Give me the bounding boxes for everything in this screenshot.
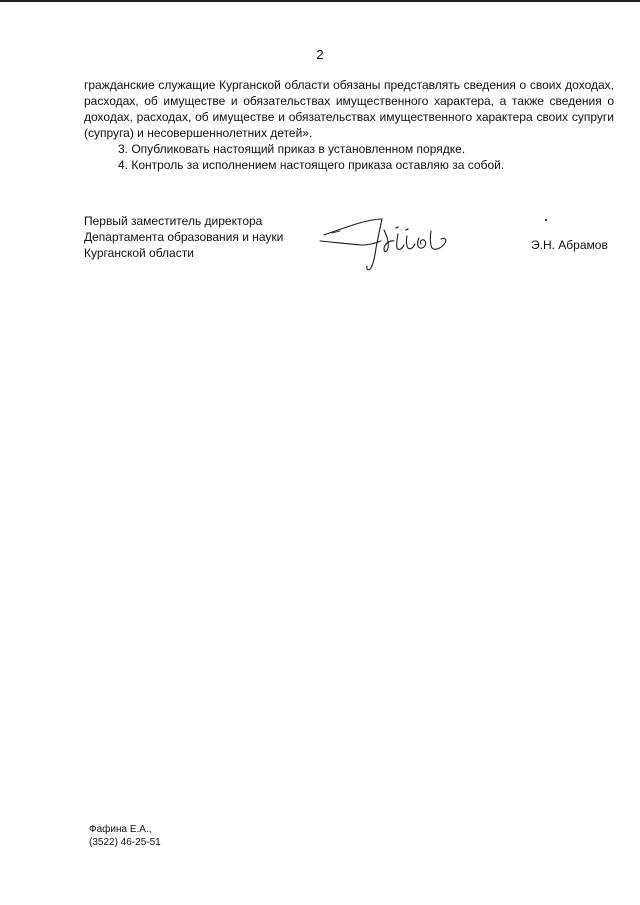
handwritten-signature	[318, 208, 468, 276]
page-number: 2	[316, 47, 324, 62]
order-item-3: 3. Опубликовать настоящий приказ в установленном порядке.	[118, 142, 466, 156]
executor-info	[89, 823, 161, 849]
document-body	[84, 77, 614, 173]
stray-mark	[545, 219, 547, 221]
executor-phone: (3522) 46-25-51	[89, 837, 161, 848]
signatory-position	[84, 213, 304, 261]
position-line-1: Первый заместитель директора	[84, 214, 263, 228]
order-item-4: 4. Контроль за исполнением настоящего приказа оставляю за собой.	[118, 158, 505, 172]
paragraph-continuation: гражданские служащие Курганской области обязаны представлять сведения о своих доходах, расходах, об имуществе и обязательствах имущественного характера, а также сведения о доходах, расходах, об имуществе и обязательствах имущественного характера своих супруги (супруга) и несовершеннолетних детей».	[84, 78, 614, 140]
executor-name: Фафина Е.А.,	[89, 824, 152, 835]
page-top-border	[0, 0, 640, 2]
position-line-2: Департамента образования и науки	[84, 230, 284, 244]
signer-name: Э.Н. Абрамов	[531, 238, 608, 252]
position-line-3: Курганской области	[84, 246, 194, 260]
